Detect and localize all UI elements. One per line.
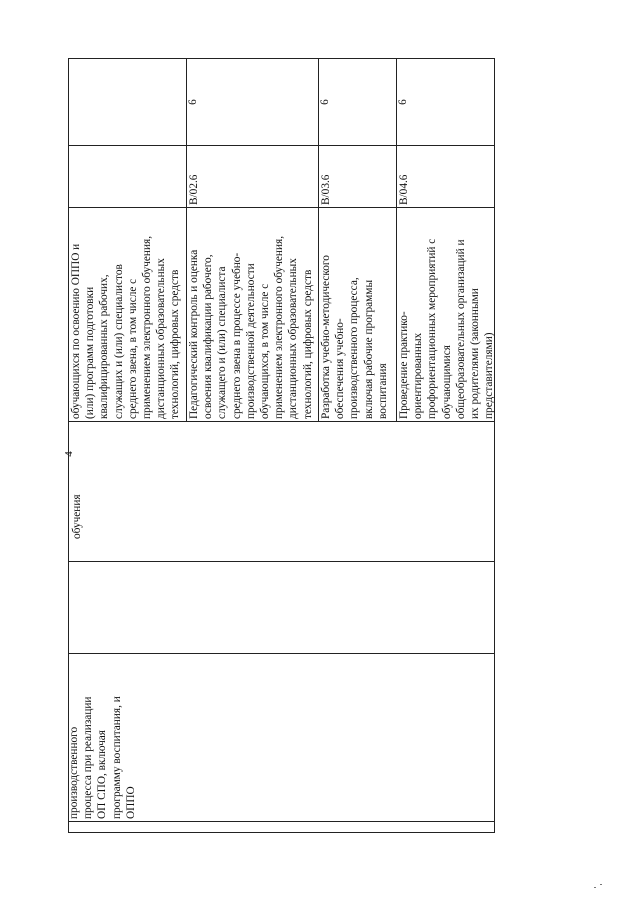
function-line: обучающихся по освоению ОППО и (70, 243, 82, 419)
function-line: Проведение практико- (398, 311, 410, 419)
function-line: технологий, цифровых средств (169, 269, 182, 419)
level-cell-row3 (318, 59, 396, 145)
function-code: В/03.6 (320, 174, 332, 205)
function-code: В/04.6 (398, 174, 410, 205)
function-line: технологий, цифровых средств (301, 269, 314, 419)
function-line: Разработка учебно-методического (320, 255, 332, 419)
function-cell-row4 (396, 207, 494, 421)
function-line: обеспечения учебно- (334, 318, 347, 419)
code-cell-row3 (318, 145, 396, 207)
function-line: ориентированных (412, 332, 425, 419)
qualification-level: 6 (187, 99, 199, 105)
function-code: В/02.6 (188, 174, 200, 205)
process-line: ОП СПО, включая (96, 729, 109, 819)
function-line: их родителями (законными (469, 288, 482, 419)
function-line: применением электронного обучения, (141, 235, 154, 419)
level-cell-row2 (186, 59, 318, 145)
function-cell-row1 (68, 207, 186, 421)
function-line: дистанционных образовательных (287, 258, 300, 419)
function-line: применением электронного обучения, (273, 235, 286, 419)
scan-speck (594, 887, 596, 888)
process-line: ОППО (124, 786, 137, 819)
training-line: обучения (71, 494, 83, 539)
qualification-level: 6 (319, 99, 331, 105)
function-line: освоения квалификации рабочего, (202, 254, 215, 419)
page-number: 4 (63, 451, 75, 457)
function-line: воспитания (376, 363, 389, 419)
function-cell-row3 (318, 207, 396, 421)
function-line: обучающихся, в том числе с (259, 283, 272, 419)
process-cell (67, 654, 188, 821)
function-line: производственной деятельности (244, 263, 257, 419)
function-line: включая рабочие программы (362, 279, 375, 419)
function-line: общеобразовательных организаций и (454, 239, 467, 419)
function-line: производственного процесса, (348, 277, 361, 419)
function-line: дистанционных образовательных (155, 258, 168, 419)
function-line: служащего и (или) специалиста (216, 266, 229, 419)
function-line: профориентационных мероприятий с (426, 238, 439, 419)
function-line: среднего звена, в том числе с (126, 278, 139, 419)
column-divider (69, 821, 494, 822)
function-line: обучающимися (440, 345, 453, 419)
scan-speck (600, 884, 602, 885)
process-line: производственного (68, 726, 80, 819)
level-cell-row4 (396, 59, 494, 145)
function-cell-row2 (186, 207, 318, 421)
function-line: служащих и (или) специалистов (112, 264, 125, 419)
process-line: программу воспитания, и (110, 696, 123, 819)
function-line: представителями) (483, 332, 496, 419)
code-cell-row4 (396, 145, 494, 207)
training-cell (70, 422, 186, 561)
code-cell-row2 (186, 145, 318, 207)
column-divider (69, 561, 494, 562)
qualification-level: 6 (397, 99, 409, 105)
function-line: квалифицированных рабочих, (98, 274, 111, 419)
function-line: Педагогический контроль и оценка (188, 249, 200, 419)
function-line: (или) программ подготовки (84, 286, 97, 419)
process-line: процесса при реализации (82, 696, 95, 819)
competency-table (68, 58, 495, 833)
function-line: среднего звена в процессе учебно- (230, 252, 243, 419)
